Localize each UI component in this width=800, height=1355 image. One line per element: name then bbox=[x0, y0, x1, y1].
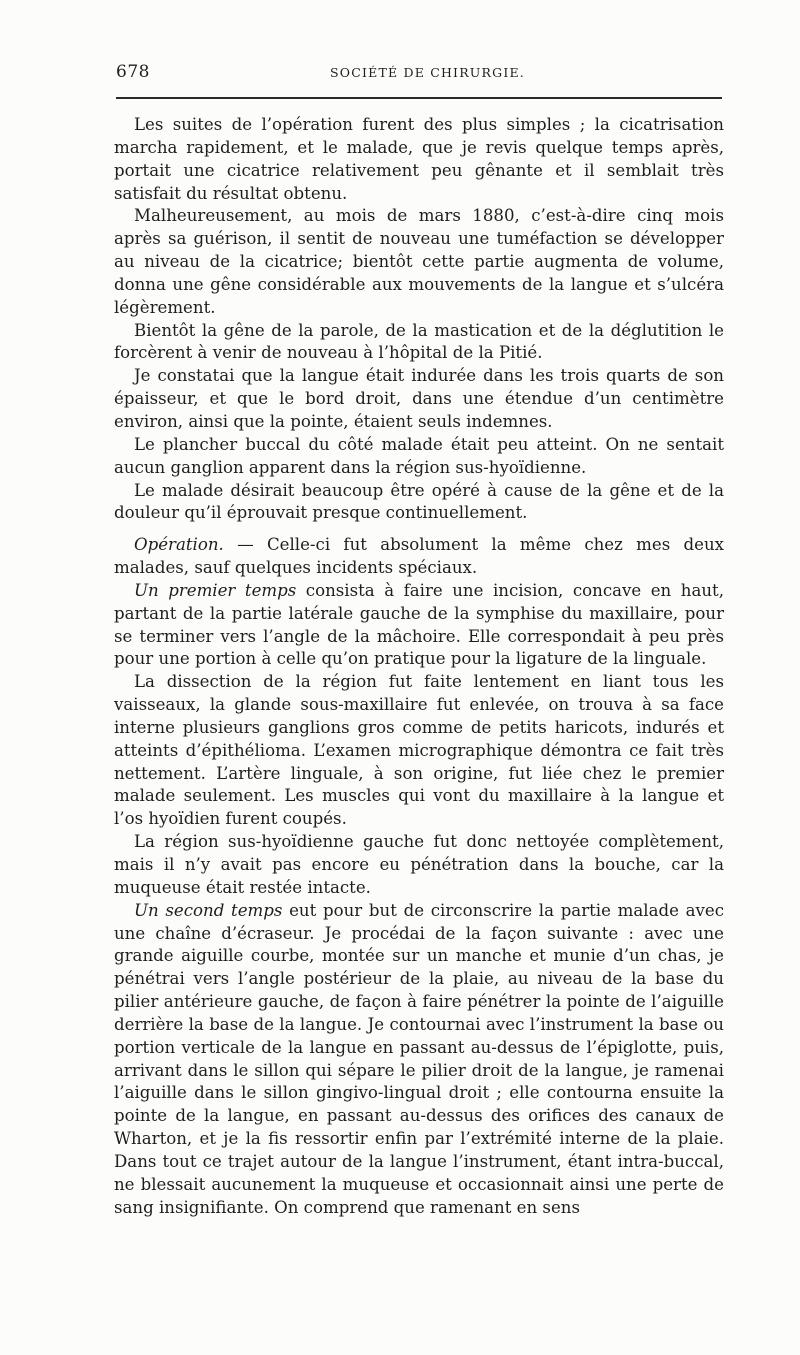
paragraph bbox=[114, 671, 724, 831]
header-rule bbox=[116, 97, 722, 99]
paragraph-text: Je constatai que la langue était indurée dans les trois quarts de son épaisseur, et que le bord droit, dans une étendue d’un centimètre environ, ainsi que la pointe, étaient seuls indemnes. bbox=[114, 366, 724, 431]
paragraph-text: Le malade désirait beaucoup être opéré à cause de la gêne et de la douleur qu’il éprouvait presque continuellement. bbox=[114, 480, 724, 523]
paragraph bbox=[114, 434, 724, 480]
paragraph-text: eut pour but de circonscrire la partie malade avec une chaîne d’écraseur. Je procédai de la façon suivante : avec une grande aiguille courbe, montée sur un manche et munie d’un chas, je pénétrai vers l’angle postérieur de la plaie, au niveau de la base du pilier antérieure gauche, de façon à faire pénétrer la pointe de l’aiguille derrière la base de la langue. Je contournai avec l’instrument la base ou portion verticale de la langue en passant au-dessus de l’épiglotte, puis, arrivant dans le sillon qui sépare le pilier droit de la langue, je ramenai l’aiguille dans le sillon gingivo-lingual droit ; elle contourna ensuite la pointe de la langue, en passant au-dessus des orifices des canaux de Wharton, et je la fis ressortir enfin par l’extrémité interne de la plaie. Dans tout ce trajet autour de la langue l’instrument, étant intra-buccal, ne blessait aucunement la muqueuse et occasionnait ainsi une perte de sang insignifiante. On comprend que ramenant en sens bbox=[114, 900, 725, 1217]
paragraph bbox=[114, 114, 724, 205]
paragraph-text: La dissection de la région fut faite lentement en liant tous les vaisseaux, la glande sous-maxillaire fut enlevée, on trouva à sa face interne plusieurs ganglions gros comme de petits haricots, indurés et atteints d’épithélioma. L’examen micrographique démontra ce fait très nettement. L’artère linguale, à son origine, fut liée chez le premier malade seulement. Les muscles qui vont du maxillaire à la langue et l’os hyoïdien furent coupés. bbox=[114, 672, 724, 829]
paragraph-operation bbox=[114, 534, 724, 580]
running-title: SOCIÉTÉ DE CHIRURGIE. bbox=[330, 65, 525, 80]
page-number: 678 bbox=[116, 62, 150, 82]
paragraph-lead: Un second temps bbox=[134, 900, 283, 920]
paragraph bbox=[114, 831, 724, 900]
body-text bbox=[114, 114, 724, 1220]
paragraph-text: Bientôt la gêne de la parole, de la mastication et de la déglutition le forcèrent à venir de nouveau à l’hôpital de la Pitié. bbox=[114, 320, 724, 363]
paragraph bbox=[114, 580, 724, 671]
paragraph bbox=[114, 365, 724, 434]
paragraph-text: Malheureusement, au mois de mars 1880, c’est-à-dire cinq mois après sa guérison, il sentit de nouveau une tuméfaction se développer au niveau de la cicatrice; bientôt cette partie augmenta de volume, donna une gêne considérable aux mouvements de la langue et s’ulcéra légèrement. bbox=[114, 206, 724, 317]
paragraph bbox=[114, 900, 724, 1220]
paragraph bbox=[114, 205, 724, 319]
paragraph bbox=[114, 320, 724, 366]
paragraph-text: consista à faire une incision, concave en haut, partant de la partie latérale gauche de la symphise du maxillaire, pour se terminer vers l’angle de la mâchoire. Elle correspondait à peu près pour une portion à celle qu’on pratique pour la ligature de la linguale. bbox=[114, 580, 724, 669]
paragraph-text: — Celle-ci fut absolument la même chez mes deux malades, sauf quelques incidents spéciaux. bbox=[114, 535, 724, 578]
paragraph-lead: Un premier temps bbox=[134, 580, 297, 600]
paragraph-text: Le plancher buccal du côté malade était peu atteint. On ne sentait aucun ganglion apparent dans la région sus-hyoïdienne. bbox=[114, 434, 724, 477]
page-header bbox=[116, 62, 722, 86]
paragraph-text: La région sus-hyoïdienne gauche fut donc nettoyée complètement, mais il n’y avait pas encore eu pénétration dans la bouche, car la muqueuse était restée intacte. bbox=[114, 832, 724, 897]
paragraph-text: Les suites de l’opération furent des plus simples ; la cicatrisation marcha rapidement, et le malade, que je revis quelque temps après, portait une cicatrice relativement peu gênante et il semblait très satisfait du résultat obtenu. bbox=[114, 115, 724, 203]
paragraph-lead: Opération. bbox=[134, 535, 224, 555]
paragraph bbox=[114, 480, 724, 526]
